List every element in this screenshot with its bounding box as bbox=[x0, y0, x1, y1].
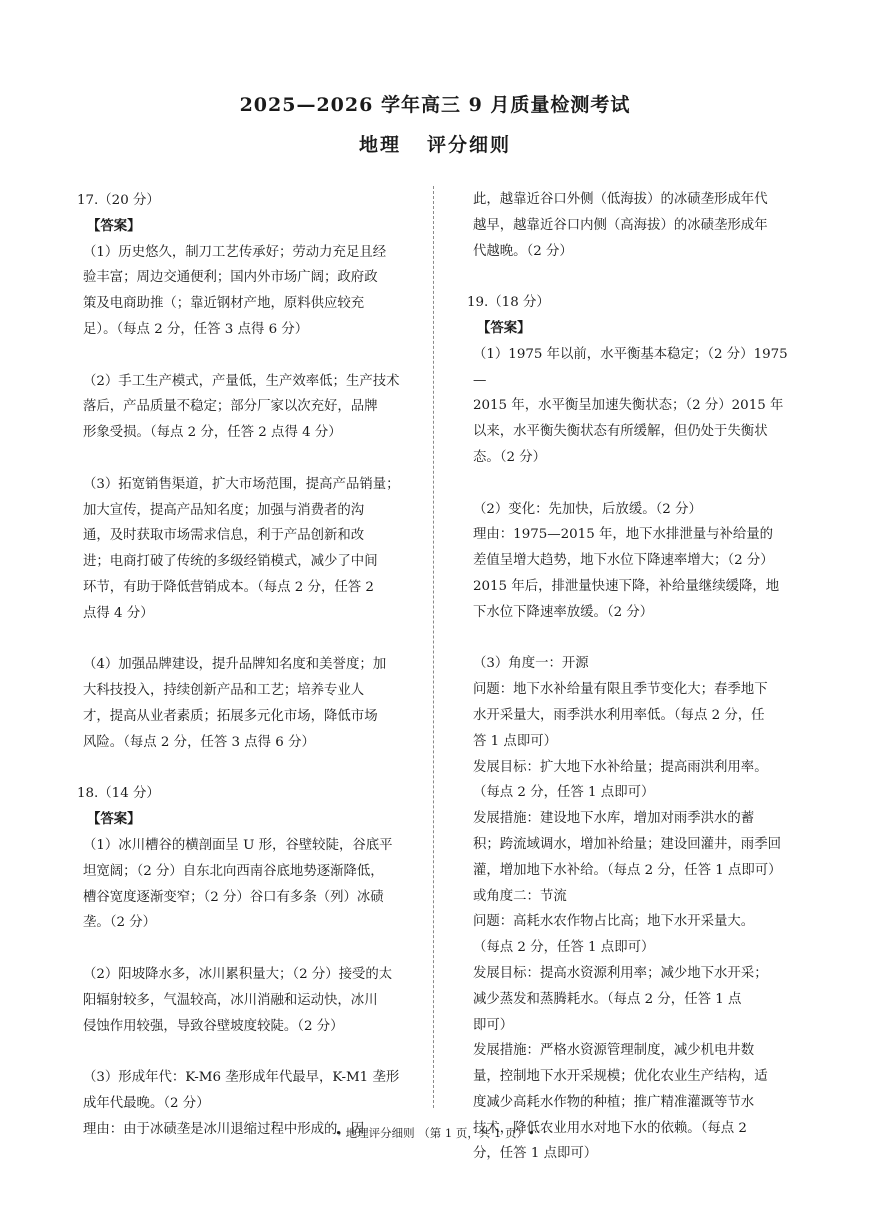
text-line: （每点 2 分，任答 1 点即可） bbox=[473, 940, 655, 956]
text-line: 垄。（2 分） bbox=[83, 915, 157, 931]
question-19-head: 19.（18 分） bbox=[467, 295, 550, 311]
text-line: 侵蚀作用较强，导致谷壁坡度较陡。（2 分） bbox=[83, 1018, 344, 1034]
text-line: 发展措施：建设地下水库，增加对雨季洪水的蓄 bbox=[473, 811, 755, 827]
text-line: 水开采量大，雨季洪水利用率低。（每点 2 分，任 bbox=[473, 707, 765, 723]
text-line: 以来，水平衡失衡状态有所缓解，但仍处于失衡状 bbox=[473, 424, 768, 440]
text-line: 策及电商助推（；靠近钢材产地，原料供应较充 bbox=[83, 296, 365, 312]
subject-label: 地理 bbox=[358, 134, 401, 156]
question-17-answer-label: 【答案】 bbox=[87, 217, 141, 234]
question-19 bbox=[467, 290, 801, 1167]
exam-title: 2025—2026 学年高三 9 月质量检测考试 bbox=[239, 94, 631, 116]
text-line: 验丰富；周边交通便利；国内外市场广阔；政府政 bbox=[83, 270, 378, 286]
q17-part-3 bbox=[83, 472, 411, 627]
text-line: 发展措施：严格水资源管理制度，减少机电井数 bbox=[473, 1043, 755, 1059]
text-line: 成年代最晚。（2 分） bbox=[83, 1095, 210, 1111]
question-18 bbox=[77, 781, 411, 1142]
q18-part-3-continued bbox=[473, 187, 801, 264]
text-line: 加大宣传，提高产品知名度；加强与消费者的沟 bbox=[83, 502, 365, 518]
q17-part-4 bbox=[83, 652, 411, 755]
text-line: 灌，增加地下水补给。（每点 2 分，任答 1 点即可） bbox=[473, 862, 782, 878]
text-line: 理由：1975—2015 年，地下水排泄量与补给量的 bbox=[473, 527, 774, 543]
column-divider bbox=[433, 186, 434, 1108]
text-line: （3）形成年代：K-M6 垄形成年代最早，K-M1 垄形 bbox=[83, 1070, 400, 1086]
text-line: 槽谷宽度逐渐变窄；（2 分）谷口有多条（列）冰碛 bbox=[83, 889, 384, 905]
text-line: 积；跨流域调水，增加补给量；建设回灌井，雨季回 bbox=[473, 836, 781, 852]
text-line: 点得 4 分） bbox=[83, 605, 154, 621]
text-line: 阳辐射较多，气温较高，冰川消融和运动快，冰川 bbox=[83, 992, 378, 1008]
text-line: 分，任答 1 点即可） bbox=[473, 1146, 598, 1162]
text-line: 态。（2 分） bbox=[473, 449, 547, 465]
text-line: 足）。（每点 2 分，任答 3 点得 6 分） bbox=[83, 321, 309, 337]
text-line: 发展目标：扩大地下水补给量；提高雨洪利用率。 bbox=[473, 759, 768, 775]
text-line: 差值呈增大趋势，地下水位下降速率增大；（2 分） bbox=[473, 553, 774, 569]
text-line: （2）阳坡降水多，冰川累积量大；（2 分）接受的太 bbox=[83, 966, 393, 982]
text-line: 问题：地下水补给量有限且季节变化大；春季地下 bbox=[473, 682, 768, 698]
q17-part-2 bbox=[83, 369, 411, 446]
left-column bbox=[77, 188, 411, 1142]
text-line: 2015 年，水平衡呈加速失衡状态；（2 分）2015 年 bbox=[473, 398, 784, 414]
page-footer: • 地理评分细则 （第 1 页，共 1 页）• bbox=[335, 1126, 535, 1140]
text-line: 风险。（每点 2 分，任答 3 点得 6 分） bbox=[83, 734, 315, 750]
exam-subtitle bbox=[0, 130, 870, 157]
q19-part-3 bbox=[473, 651, 801, 1167]
q18-part-1 bbox=[83, 833, 411, 936]
text-line: 落后，产品质量不稳定；部分厂家以次充好，品牌 bbox=[83, 399, 378, 415]
text-line: （1）冰川槽谷的横剖面呈 U 形，谷壁较陡，谷底平 bbox=[83, 837, 393, 853]
q19-part-2 bbox=[473, 497, 801, 626]
question-18-answer-label: 【答案】 bbox=[87, 811, 141, 828]
right-column bbox=[467, 187, 801, 1167]
text-line: 答 1 点即可） bbox=[473, 733, 557, 749]
text-line: （3）拓宽销售渠道，扩大市场范围，提高产品销量； bbox=[83, 476, 400, 492]
text-line: 才，提高从业者素质；拓展多元化市场，降低市场 bbox=[83, 708, 378, 724]
text-line: 量，控制地下水开采规模；优化农业生产结构，适 bbox=[473, 1069, 768, 1085]
text-line: （每点 2 分，任答 1 点即可） bbox=[473, 785, 655, 801]
text-line: （4）加强品牌建设，提升品牌知名度和美誉度；加 bbox=[83, 657, 387, 673]
text-line: 坦宽阔；（2 分）自东北向西南谷底地势逐渐降低， bbox=[83, 863, 384, 879]
question-18-head: 18.（14 分） bbox=[77, 786, 160, 802]
text-line: 环节，有助于降低营销成本。（每点 2 分，任答 2 bbox=[83, 579, 374, 595]
text-line: 或角度二：节流 bbox=[473, 888, 567, 904]
text-line: （1）历史悠久，制刀工艺传承好；劳动力充足且经 bbox=[83, 244, 387, 260]
text-line: 理由：由于冰碛垄是冰川退缩过程中形成的，因 bbox=[83, 1121, 365, 1137]
text-line: 形象受损。（每点 2 分，任答 2 点得 4 分） bbox=[83, 425, 342, 441]
q18-part-2 bbox=[83, 962, 411, 1039]
text-line: 下水位下降速率放缓。（2 分） bbox=[473, 604, 654, 620]
text-line: 即可） bbox=[473, 1017, 514, 1033]
text-line: 发展目标：提高水资源利用率；减少地下水开采； bbox=[473, 965, 768, 981]
rubric-label: 评分细则 bbox=[427, 134, 512, 156]
text-line: 代越晚。（2 分） bbox=[473, 243, 573, 259]
q19-part-1 bbox=[473, 342, 801, 471]
text-line: 减少蒸发和蒸腾耗水。（每点 2 分，任答 1 点 bbox=[473, 991, 742, 1007]
text-line: 技术，降低农业用水对地下水的依赖。（每点 2 bbox=[473, 1120, 747, 1136]
question-17 bbox=[77, 188, 411, 756]
text-line: （2）变化：先加快，后放缓。（2 分） bbox=[473, 501, 702, 517]
text-line: 度减少高耗水作物的种植；推广精准灌溉等节水 bbox=[473, 1094, 755, 1110]
question-19-answer-label: 【答案】 bbox=[477, 319, 531, 336]
text-line: 越早，越靠近谷口内侧（高海拔）的冰碛垄形成年 bbox=[473, 217, 768, 233]
text-line: （2）手工生产模式，产量低，生产效率低；生产技术 bbox=[83, 373, 400, 389]
text-line: 大科技投入，持续创新产品和工艺；培养专业人 bbox=[83, 683, 365, 699]
q17-part-1 bbox=[83, 240, 411, 343]
text-line: 问题：高耗水农作物占比高；地下水开采量大。 bbox=[473, 914, 755, 930]
text-line: 通，及时获取市场需求信息，利于产品创新和改 bbox=[83, 528, 365, 544]
question-17-head: 17.（20 分） bbox=[77, 193, 160, 208]
text-line: 此，越靠近谷口外侧（低海拔）的冰碛垄形成年代 bbox=[473, 192, 768, 207]
text-line: 进；电商打破了传统的多级经销模式，减少了中间 bbox=[83, 554, 378, 570]
text-line: （3）角度一：开源 bbox=[473, 656, 589, 672]
text-line: （1）1975 年以前，水平衡基本稳定；（2 分）1975— bbox=[473, 346, 788, 388]
text-line: 2015 年后，排泄量快速下降，补给量继续缓降，地 bbox=[473, 578, 780, 594]
